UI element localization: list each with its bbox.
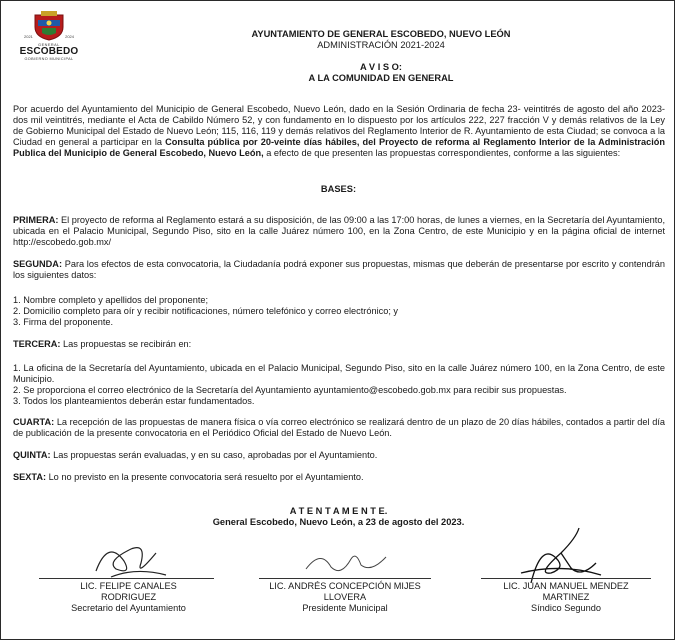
cuarta-text: La recepción de las propuestas de manera física o vía correo electrónico se realizará dentro de un plazo de 20 días hábiles, contados a partir del día de publicación de la presente convocatoria en el Periódico Oficial del Estado de Nuevo León. bbox=[13, 417, 665, 439]
municipal-logo bbox=[9, 11, 89, 96]
header-title: AYUNTAMIENTO DE GENERAL ESCOBEDO, NUEVO LEÓN bbox=[251, 29, 511, 39]
primera-text: El proyecto de reforma al Reglamento estará a su disposición, de las 09:00 a las 17:00 horas, de lunes a viernes, en la Secretaría del Ayuntamiento, ubicada en el Palacio Municipal, Segundo Piso, sito en la calle Juárez número 100, en la Zona Centro, de este Municipio y en la página oficial de internet http://escobedo.gob.mx/ bbox=[13, 215, 665, 248]
segunda-item-3: 3. Firma del proponente. bbox=[13, 317, 114, 327]
tercera-item-3: 3. Todos los planteamientos deberán estar fundamentados. bbox=[13, 396, 255, 406]
segunda-item-1: 1. Nombre completo y apellidos del proponente; bbox=[13, 295, 209, 305]
quinta-text: Las propuestas serán evaluadas, y en su caso, aprobadas por el Ayuntamiento. bbox=[50, 450, 378, 460]
signer-2-name: LIC. ANDRÉS CONCEPCIÓN MIJES bbox=[269, 581, 421, 591]
quinta-label: QUINTA: bbox=[13, 450, 51, 460]
tercera-label: TERCERA: bbox=[13, 339, 61, 349]
signer-1-surname: RODRIGUEZ bbox=[100, 592, 157, 602]
tercera-item-2: 2. Se proporciona el correo electrónico de la Secretaría del Ayuntamiento ayuntamiento@escobedo.gob.mx para recibir sus propuestas. bbox=[13, 385, 567, 395]
signer-3-role: Síndico Segundo bbox=[531, 603, 601, 613]
logo-name: ESCOBEDO bbox=[19, 46, 79, 57]
logo-year-end: 2024 bbox=[65, 34, 74, 39]
tercera-paragraph bbox=[13, 339, 665, 350]
segunda-paragraph bbox=[13, 259, 665, 281]
atentamente: A T E N T A M E N T E. bbox=[289, 506, 388, 516]
signature-3-scribble bbox=[501, 523, 611, 589]
intro-consulta-bold: Consulta pública por 20-veinte días hábiles, del Proyecto de reforma al Reglamento Interior de la Administración Publica del Municipio de General Escobedo, Nuevo León, bbox=[13, 137, 666, 159]
logo-general-label: GENERAL bbox=[38, 43, 60, 47]
signature-block-sindico bbox=[473, 581, 659, 614]
coat-of-arms-icon bbox=[32, 11, 66, 41]
header-administration: ADMINISTRACIÓN 2021-2024 bbox=[317, 40, 445, 50]
signer-3-name: LIC. JUAN MANUEL MENDEZ bbox=[503, 581, 629, 591]
primera-paragraph bbox=[13, 215, 665, 248]
sexta-text: Lo no previsto en la presente convocatoria será resuelto por el Ayuntamiento. bbox=[46, 472, 364, 482]
aviso-heading: A V I S O: bbox=[359, 62, 402, 72]
place-date: General Escobedo, Nuevo León, a 23 de agosto del 2023. bbox=[212, 517, 465, 527]
logo-subtitle: GOBIERNO MUNICIPAL bbox=[24, 57, 74, 61]
signer-1-role: Secretario del Ayuntamiento bbox=[71, 603, 186, 613]
logo-year-start: 2021 bbox=[24, 34, 33, 39]
signature-block-presidente bbox=[251, 581, 439, 614]
signature-1-scribble bbox=[86, 531, 176, 583]
primera-label: PRIMERA: bbox=[13, 215, 59, 225]
bases-heading: BASES: bbox=[320, 184, 357, 194]
intro-text-end: a efecto de que presenten las propuestas correspondientes, conforme a las siguientes: bbox=[263, 148, 621, 159]
signature-line-2 bbox=[259, 578, 431, 579]
signature-2-scribble bbox=[301, 539, 391, 579]
signature-line-3 bbox=[481, 578, 651, 579]
segunda-label: SEGUNDA: bbox=[13, 259, 63, 269]
sexta-label: SEXTA: bbox=[13, 472, 47, 482]
signature-line-1 bbox=[39, 578, 214, 579]
cuarta-label: CUARTA: bbox=[13, 417, 55, 427]
signer-2-role: Presidente Municipal bbox=[302, 603, 388, 613]
audience-heading: A LA COMUNIDAD EN GENERAL bbox=[308, 73, 454, 83]
tercera-item-1: 1. La oficina de la Secretaría del Ayuntamiento, ubicada en el Palacio Municipal, Segundo Piso, sito en la calle Juárez número 100, en la Zona Centro, de este Municipio. bbox=[13, 363, 665, 385]
segunda-item-2: 2. Domicilio completo para oír y recibir notificaciones, número telefónico y correo electrónico; y bbox=[13, 306, 399, 316]
intro-text: Por acuerdo del Ayuntamiento del Municipio de General Escobedo, Nuevo León, dado en la Sesión Ordinaria de fecha 23- veintitrés de agosto del año 2023-dos mil veintitrés, mediante el Acta de Cabildo Número 52, y con fundamento en lo dispuesto por los artículos 222, 227 fracción V y demás relativos de la Ley de Gobierno Municipal del Estado de Nuevo León; 115, 116, 119 y demás relativos del Reglamento Interior de R. Ayuntamiento de esta Ciudad; se convoca a la Ciudad en general a participar en la bbox=[13, 104, 665, 148]
signer-1-name: LIC. FELIPE CANALES bbox=[80, 581, 177, 591]
cuarta-paragraph bbox=[13, 417, 665, 439]
intro-paragraph bbox=[13, 104, 665, 159]
tercera-text: Las propuestas se recibirán en: bbox=[60, 339, 192, 349]
segunda-text: Para los efectos de esta convocatoria, la Ciudadanía podrá exponer sus propuestas, mismas que deberán de presentarse por escrito y contendrán los siguientes datos: bbox=[13, 259, 665, 281]
sexta-paragraph bbox=[13, 472, 665, 483]
signature-block-secretario bbox=[41, 581, 216, 614]
signer-3-surname: MARTINEZ bbox=[542, 592, 590, 602]
quinta-paragraph bbox=[13, 450, 665, 461]
signer-2-surname: LLOVERA bbox=[323, 592, 367, 602]
